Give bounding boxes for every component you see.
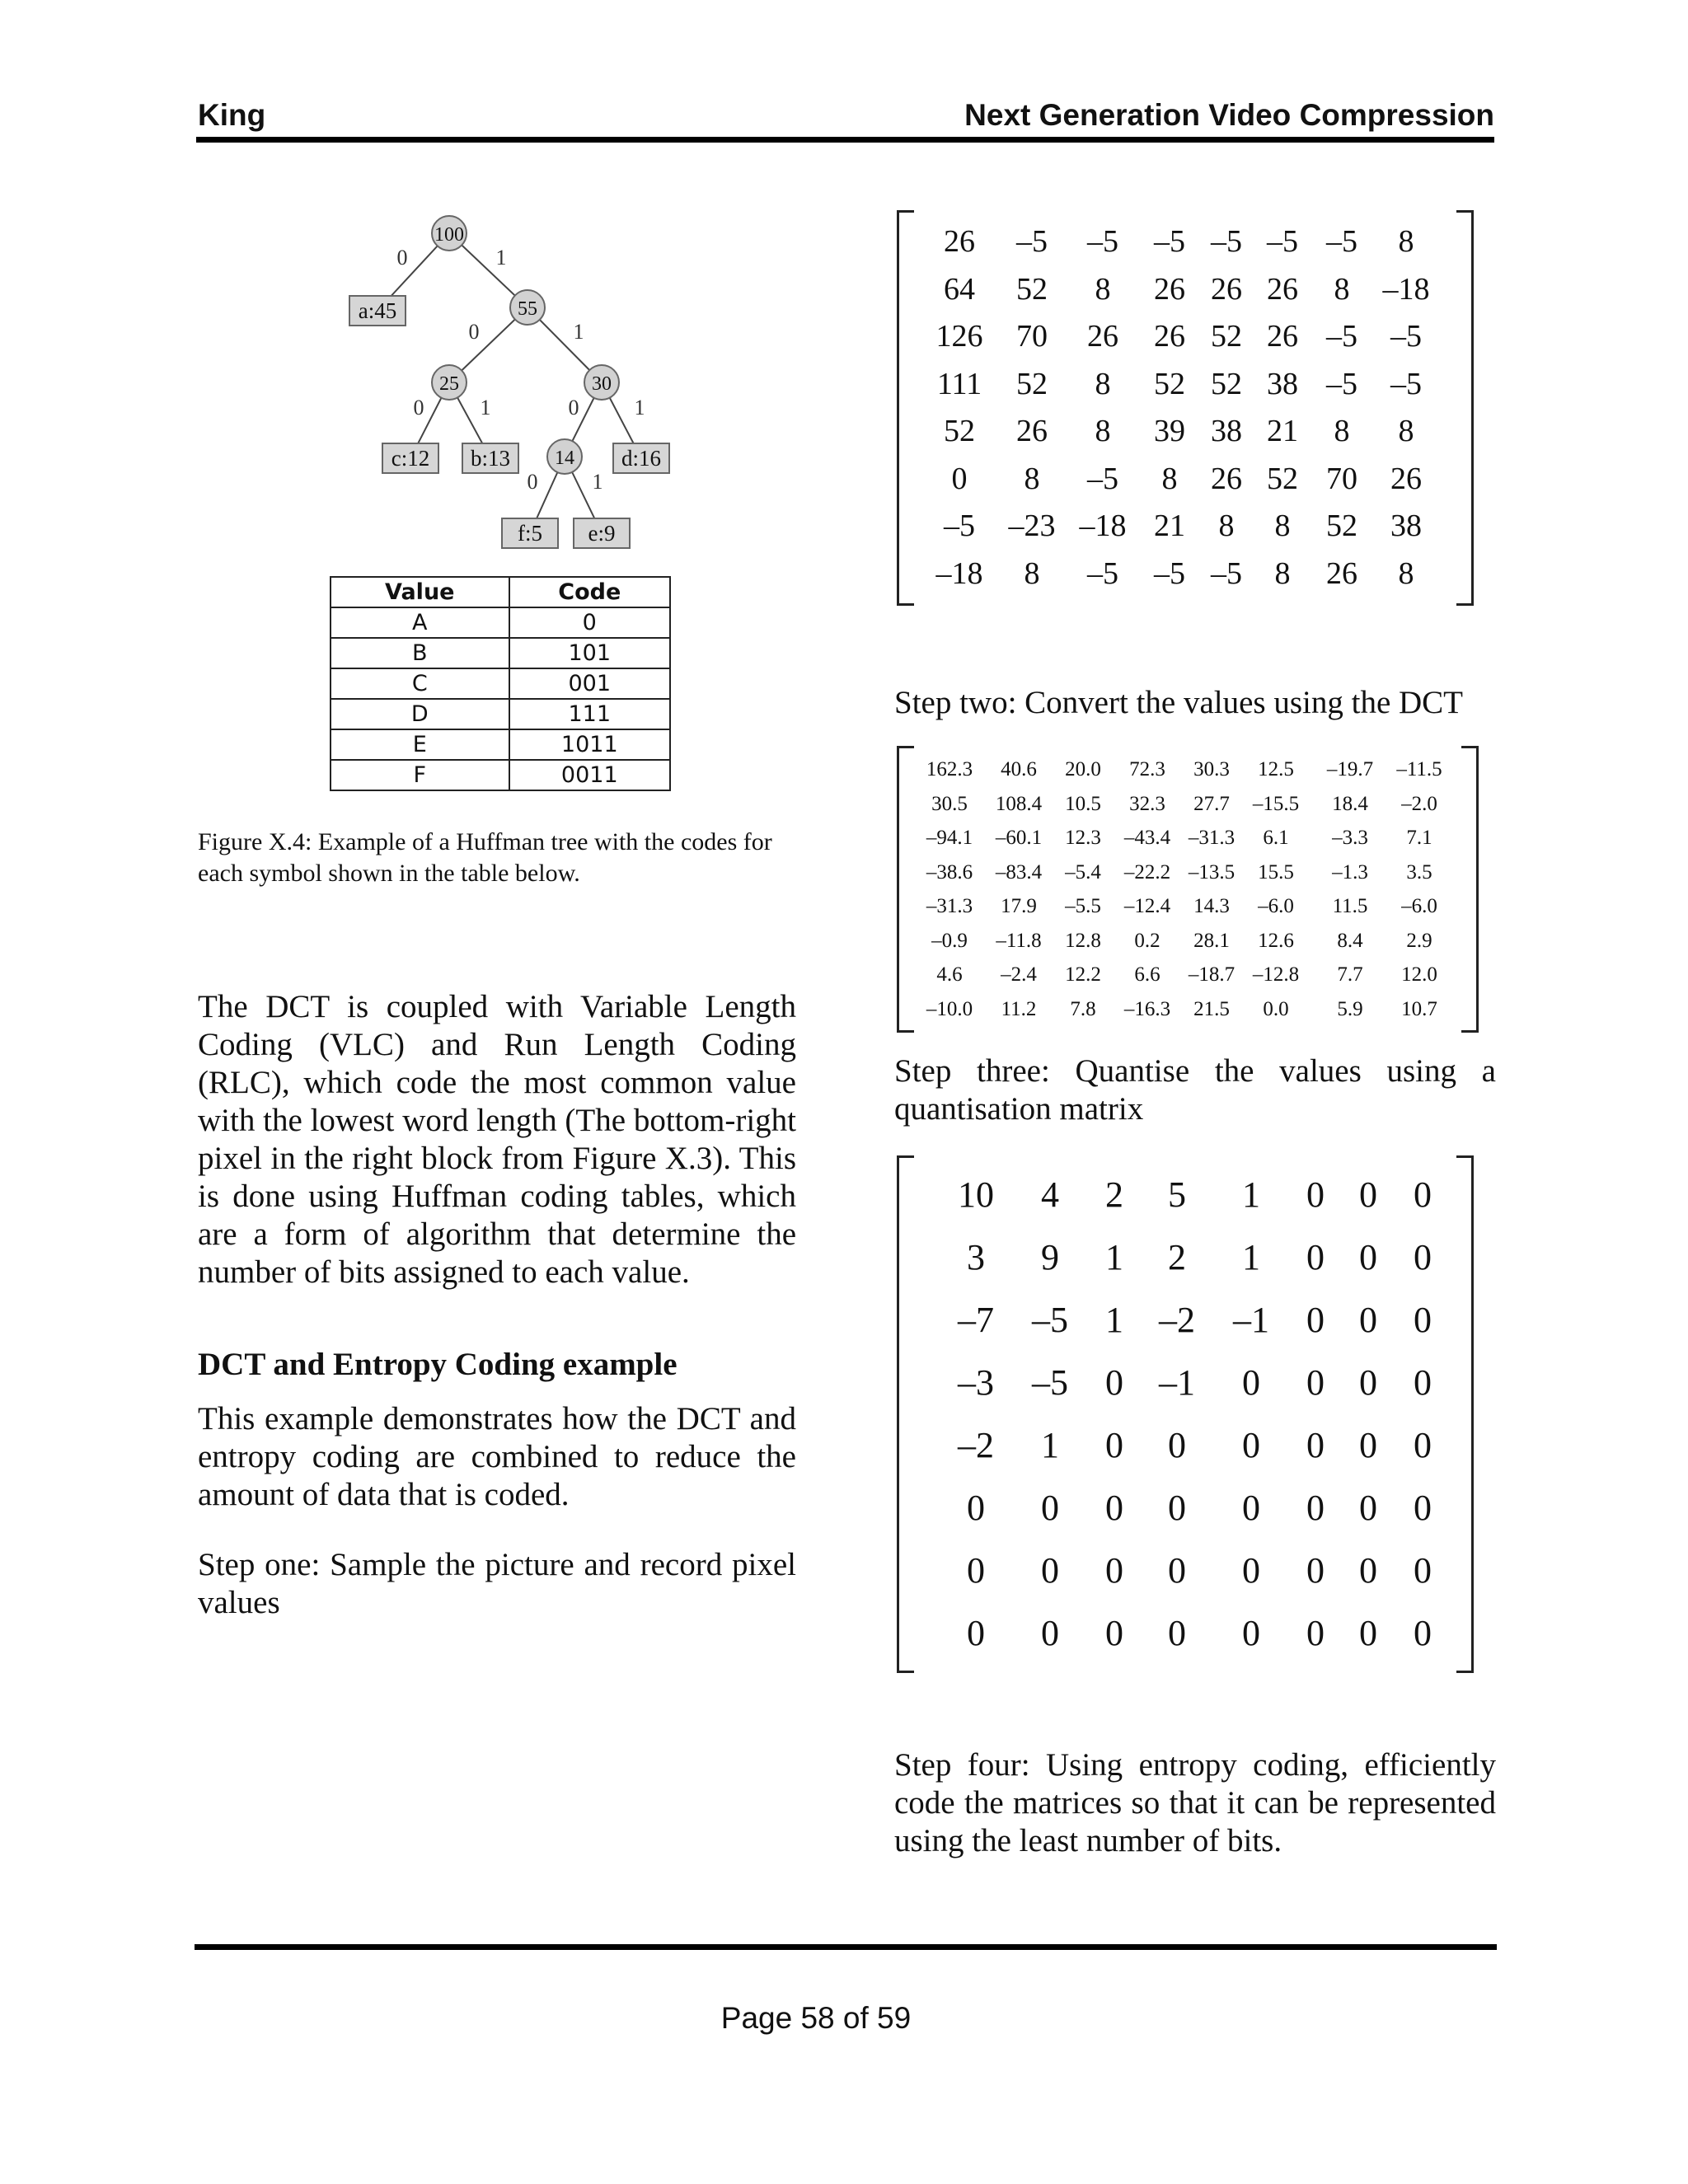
- matrix-cell: –12.8: [1252, 963, 1300, 986]
- matrix-cell: 52: [944, 414, 975, 448]
- matrix-cell: 52: [1211, 319, 1242, 354]
- matrix-cell: –2.4: [1001, 963, 1037, 986]
- step-four-text: Step four: Using entropy coding, efficiently code the matrices so that it can be represented using the least number of bits.: [894, 1747, 1496, 1858]
- svg-text:e:9: e:9: [588, 521, 616, 546]
- matrix-cell: 0: [1242, 1425, 1260, 1465]
- matrix-cell: –13.5: [1188, 860, 1236, 883]
- matrix-cell: 0: [1359, 1174, 1377, 1215]
- matrix-cell: 0: [1168, 1550, 1186, 1591]
- matrix-cell: 21: [1154, 509, 1185, 543]
- matrix-cell: 0: [1359, 1300, 1377, 1340]
- matrix-cell: 0: [1242, 1488, 1260, 1528]
- table-cell: D: [331, 699, 509, 729]
- matrix-cell: 38: [1211, 414, 1242, 448]
- matrix-cell: 0: [1105, 1550, 1123, 1591]
- matrix-cell: 0: [1359, 1425, 1377, 1465]
- matrix-cell: 0: [1041, 1550, 1059, 1591]
- matrix-cell: –5: [1326, 319, 1357, 354]
- matrix-cell: –7: [958, 1300, 994, 1340]
- matrix-cell: 0: [1168, 1425, 1186, 1465]
- table-cell: 0011: [509, 760, 670, 790]
- edge-bit-label: 0: [527, 470, 538, 494]
- matrix-cell: 8: [1398, 224, 1414, 259]
- matrix-cell: 0: [1306, 1425, 1325, 1465]
- matrix-cell: –31.3: [1188, 827, 1236, 849]
- matrix-cell: 0: [1105, 1613, 1123, 1653]
- table-cell: E: [331, 729, 509, 760]
- matrix-cell: 0: [1414, 1425, 1432, 1465]
- edge-bit-label: 1: [480, 396, 491, 419]
- matrix-cell: –5: [1267, 224, 1298, 259]
- matrix-cell: 0: [1306, 1300, 1325, 1340]
- table-row: [331, 699, 670, 729]
- huffman-tree: [330, 210, 676, 556]
- matrix-cell: 0: [1414, 1237, 1432, 1277]
- matrix-cell: –5: [1211, 555, 1242, 591]
- matrix-cell: –18.7: [1188, 963, 1236, 986]
- svg-text:14: 14: [555, 448, 574, 469]
- matrix-cell: –10.0: [926, 997, 973, 1020]
- matrix-cell: 1: [1041, 1425, 1059, 1465]
- dct-coefficients-matrix: [897, 746, 1479, 1033]
- matrix-cell: –18: [1382, 271, 1430, 307]
- vlc-paragraph: The DCT is coupled with Variable Length Coding (VLC) and Run Length Coding (RLC), which code the most common value with the lowest word length (The bottom-right pixel in the right block from Figure X.3). This is done using Huffman coding tables, which are a form of algorithm that determine the number of bits assigned to each value.: [198, 989, 796, 1290]
- matrix-cell: 38: [1267, 366, 1298, 401]
- tree-leaf: [502, 518, 558, 548]
- table-header-code: Code: [509, 577, 670, 607]
- matrix-cell: 20.0: [1065, 758, 1101, 780]
- matrix-cell: 7.8: [1070, 997, 1096, 1020]
- matrix-cell: 0: [1359, 1362, 1377, 1403]
- matrix-cell: –12.4: [1123, 895, 1171, 917]
- matrix-cell: 6.6: [1134, 963, 1160, 986]
- matrix-cell: 162.3: [926, 758, 973, 780]
- matrix-cell: –11.8: [996, 929, 1042, 952]
- matrix-cell: 8: [1398, 555, 1414, 591]
- matrix-cell: 8: [1274, 555, 1291, 591]
- matrix-cell: 21: [1267, 414, 1298, 448]
- svg-text:100: 100: [434, 224, 464, 246]
- tree-node: [584, 365, 619, 400]
- matrix-cell: 40.6: [1001, 758, 1037, 780]
- matrix-cell: 26: [1087, 319, 1118, 354]
- matrix-cell: –18: [935, 555, 983, 591]
- tree-node: [432, 365, 467, 400]
- tree-leaf: [349, 296, 406, 326]
- matrix-cell: –6.0: [1401, 895, 1437, 917]
- matrix-cell: 26: [1211, 461, 1242, 496]
- matrix-cell: 0: [1105, 1362, 1123, 1403]
- table-cell: F: [331, 760, 509, 790]
- figure-caption: Figure X.4: Example of a Huffman tree with the codes for each symbol shown in the table below.: [198, 828, 772, 887]
- example-intro-paragraph: This example demonstrates how the DCT and entropy coding are combined to reduce the amount of data that is coded.: [198, 1401, 796, 1512]
- matrix-cell: 26: [944, 224, 975, 259]
- edge-bit-label: 1: [495, 246, 507, 269]
- matrix-cell: 26: [1154, 271, 1185, 307]
- tree-node: [547, 439, 582, 474]
- edge-bit-label: 0: [468, 320, 480, 344]
- matrix-cell: –1: [1233, 1300, 1269, 1340]
- matrix-cell: 0: [1359, 1488, 1377, 1528]
- matrix-cell: 0: [1105, 1488, 1123, 1528]
- matrix-cell: 0: [1306, 1237, 1325, 1277]
- matrix-cell: 10: [958, 1174, 994, 1215]
- matrix-cell: 39: [1154, 414, 1185, 448]
- matrix-cell: 12.6: [1258, 929, 1294, 952]
- svg-text:b:13: b:13: [470, 446, 511, 471]
- matrix-cell: 72.3: [1129, 758, 1165, 780]
- matrix-cell: –5.4: [1065, 860, 1101, 883]
- pixel-values-matrix: [897, 210, 1474, 606]
- matrix-cell: 0: [967, 1550, 985, 1591]
- tree-node: [510, 290, 545, 325]
- matrix-cell: –5: [1326, 224, 1357, 259]
- matrix-cell: 0: [967, 1488, 985, 1528]
- matrix-cell: 0.0: [1263, 997, 1289, 1020]
- matrix-cell: 12.8: [1065, 929, 1101, 952]
- matrix-cell: 26: [1154, 319, 1185, 354]
- matrix-cell: –5: [1390, 366, 1422, 401]
- edge-bit-label: 0: [568, 396, 579, 419]
- matrix-cell: 0: [1414, 1300, 1432, 1340]
- table-row: [331, 668, 670, 699]
- matrix-cell: 30.5: [931, 792, 968, 815]
- matrix-cell: 0: [1041, 1613, 1059, 1653]
- matrix-cell: 108.4: [995, 792, 1043, 815]
- matrix-cell: 8: [1161, 461, 1178, 496]
- matrix-cell: 6.1: [1263, 827, 1289, 849]
- matrix-cell: 28.1: [1193, 929, 1230, 952]
- matrix-left-bracket: [897, 210, 914, 606]
- table-row: [331, 607, 670, 638]
- table-cell: 001: [509, 668, 670, 699]
- matrix-cell: –3: [958, 1362, 994, 1403]
- table-row: [331, 760, 670, 790]
- matrix-cell: 0: [1414, 1488, 1432, 1528]
- header-rule: [196, 137, 1494, 143]
- tree-leaf: [613, 443, 669, 473]
- matrix-cell: 26: [1390, 461, 1422, 496]
- matrix-cell: 18.4: [1332, 792, 1368, 815]
- matrix-cell: 8: [1274, 509, 1291, 543]
- matrix-cell: –5: [1087, 555, 1118, 591]
- matrix-cell: –11.5: [1396, 758, 1442, 780]
- svg-text:f:5: f:5: [518, 521, 542, 546]
- matrix-cell: 126: [935, 319, 983, 354]
- matrix-cell: 3: [967, 1237, 985, 1277]
- table-cell: C: [331, 668, 509, 699]
- matrix-cell: 70: [1326, 461, 1357, 496]
- matrix-cell: –5: [1211, 224, 1242, 259]
- matrix-cell: –5: [944, 509, 975, 543]
- matrix-cell: –5: [1154, 555, 1185, 591]
- edge-bit-label: 1: [634, 396, 645, 419]
- matrix-cell: 8: [1095, 366, 1111, 401]
- matrix-left-bracket: [897, 746, 914, 1033]
- matrix-cell: 11.5: [1332, 895, 1368, 917]
- matrix-cell: 32.3: [1129, 792, 1165, 815]
- matrix-cell: 2: [1105, 1174, 1123, 1215]
- matrix-cell: 8.4: [1337, 929, 1363, 952]
- tree-leaf: [462, 443, 518, 473]
- table-cell: 1011: [509, 729, 670, 760]
- matrix-right-bracket: [1461, 746, 1479, 1033]
- matrix-cell: 8: [1095, 271, 1111, 307]
- svg-text:55: 55: [518, 298, 537, 320]
- matrix-cell: 8: [1334, 414, 1350, 448]
- matrix-cell: 52: [1016, 271, 1048, 307]
- matrix-cell: 52: [1267, 461, 1298, 496]
- matrix-cell: –18: [1079, 509, 1127, 543]
- table-header-value: Value: [331, 577, 509, 607]
- matrix-cell: 1: [1105, 1300, 1123, 1340]
- step-two-text: Step two: Convert the values using the DCT: [894, 685, 1464, 720]
- footer-rule: [195, 1944, 1497, 1950]
- matrix-left-bracket: [897, 1155, 914, 1673]
- matrix-cell: 7.7: [1337, 963, 1363, 986]
- table-cell: 111: [509, 699, 670, 729]
- table-row: [331, 729, 670, 760]
- matrix-cell: 0: [1414, 1174, 1432, 1215]
- matrix-cell: 0: [1306, 1550, 1325, 1591]
- matrix-cell: 0: [1168, 1488, 1186, 1528]
- section-heading: DCT and Entropy Coding example: [198, 1347, 678, 1382]
- matrix-cell: 11.2: [1001, 997, 1037, 1020]
- table-cell: A: [331, 607, 509, 638]
- matrix-cell: 0: [1168, 1613, 1186, 1653]
- matrix-cell: –23: [1008, 509, 1056, 543]
- svg-text:30: 30: [592, 373, 612, 395]
- table-header-row: [331, 577, 670, 607]
- matrix-cell: –5: [1016, 224, 1048, 259]
- matrix-cell: 2: [1168, 1237, 1186, 1277]
- table-row: [331, 638, 670, 668]
- matrix-cell: –16.3: [1123, 997, 1171, 1020]
- matrix-cell: 0: [1414, 1550, 1432, 1591]
- matrix-cell: –2: [958, 1425, 994, 1465]
- matrix-cell: 8: [1398, 414, 1414, 448]
- table-cell: B: [331, 638, 509, 668]
- matrix-cell: –5: [1390, 319, 1422, 354]
- matrix-cell: 15.5: [1258, 860, 1294, 883]
- matrix-cell: 5.9: [1337, 997, 1363, 1020]
- matrix-cell: 12.3: [1065, 827, 1101, 849]
- matrix-cell: –5: [1087, 224, 1118, 259]
- matrix-cell: 38: [1390, 509, 1422, 543]
- matrix-right-bracket: [1456, 210, 1474, 606]
- matrix-cell: 0: [1041, 1488, 1059, 1528]
- matrix-cell: –0.9: [931, 929, 968, 952]
- table-cell: 0: [509, 607, 670, 638]
- matrix-cell: 0: [1306, 1362, 1325, 1403]
- matrix-cell: 7.1: [1406, 827, 1432, 849]
- matrix-cell: 8: [1024, 461, 1040, 496]
- svg-text:25: 25: [439, 373, 459, 395]
- matrix-cell: 52: [1326, 509, 1357, 543]
- matrix-cell: 10.7: [1401, 997, 1437, 1020]
- tree-node: [432, 216, 467, 251]
- matrix-cell: 12.2: [1065, 963, 1101, 986]
- matrix-cell: 21.5: [1193, 997, 1230, 1020]
- matrix-cell: 0: [1306, 1488, 1325, 1528]
- running-header-author: King: [198, 98, 266, 132]
- matrix-cell: –1: [1159, 1362, 1195, 1403]
- matrix-cell: 26: [1016, 414, 1048, 448]
- huffman-code-table: [330, 576, 671, 791]
- matrix-cell: 4: [1041, 1174, 1059, 1215]
- matrix-cell: –19.7: [1326, 758, 1374, 780]
- matrix-cell: 27.7: [1193, 792, 1230, 815]
- matrix-cell: –5.5: [1065, 895, 1101, 917]
- matrix-cell: 70: [1016, 319, 1048, 354]
- matrix-cell: 64: [944, 271, 975, 307]
- svg-text:d:16: d:16: [621, 446, 662, 471]
- edge-bit-label: 0: [413, 396, 424, 419]
- matrix-cell: –94.1: [926, 827, 973, 849]
- matrix-cell: 0: [1359, 1613, 1377, 1653]
- matrix-cell: –3.3: [1332, 827, 1368, 849]
- matrix-cell: 111: [936, 366, 982, 401]
- edge-bit-label: 0: [396, 246, 408, 269]
- matrix-cell: 3.5: [1406, 860, 1432, 883]
- matrix-cell: 0: [1359, 1237, 1377, 1277]
- matrix-cell: –2.0: [1401, 792, 1437, 815]
- svg-text:c:12: c:12: [391, 446, 430, 471]
- matrix-cell: –31.3: [926, 895, 973, 917]
- matrix-cell: 0: [1359, 1550, 1377, 1591]
- matrix-cell: –5: [1326, 366, 1357, 401]
- matrix-cell: 8: [1334, 271, 1350, 307]
- matrix-cell: 26: [1267, 319, 1298, 354]
- matrix-cell: 26: [1267, 271, 1298, 307]
- step-one-paragraph: Step one: Sample the picture and record pixel values: [198, 1547, 796, 1620]
- matrix-cell: 12.5: [1258, 758, 1294, 780]
- quantised-matrix: [897, 1155, 1474, 1673]
- matrix-cell: 0: [1105, 1425, 1123, 1465]
- matrix-cell: 52: [1154, 366, 1185, 401]
- matrix-cell: –5: [1032, 1300, 1068, 1340]
- matrix-cell: –22.2: [1123, 860, 1171, 883]
- matrix-cell: 0: [1414, 1362, 1432, 1403]
- matrix-cell: 0: [1242, 1550, 1260, 1591]
- table-cell: 101: [509, 638, 670, 668]
- matrix-cell: 10.5: [1065, 792, 1101, 815]
- matrix-cell: 0.2: [1134, 929, 1160, 952]
- matrix-cell: 1: [1242, 1174, 1260, 1215]
- matrix-cell: –83.4: [995, 860, 1043, 883]
- page-number: Page 58 of 59: [720, 2001, 912, 2035]
- matrix-cell: 26: [1326, 555, 1357, 591]
- edge-bit-label: 1: [573, 320, 584, 344]
- matrix-cell: 4.6: [936, 963, 963, 986]
- matrix-cell: 30.3: [1193, 758, 1230, 780]
- matrix-cell: 12.0: [1401, 963, 1437, 986]
- matrix-cell: –5: [1032, 1362, 1068, 1403]
- step-three-text: Step three: Quantise the values using a quantisation matrix: [894, 1053, 1496, 1127]
- matrix-cell: 52: [1211, 366, 1242, 401]
- matrix-cell: –38.6: [926, 860, 973, 883]
- matrix-cell: 0: [1414, 1613, 1432, 1653]
- matrix-cell: 17.9: [1001, 895, 1037, 917]
- svg-text:a:45: a:45: [358, 298, 397, 323]
- matrix-cell: –60.1: [995, 827, 1043, 849]
- matrix-cell: 0: [1242, 1613, 1260, 1653]
- tree-leaf: [574, 518, 630, 548]
- matrix-cell: 8: [1095, 414, 1111, 448]
- matrix-cell: 0: [1306, 1613, 1325, 1653]
- matrix-cell: 0: [951, 461, 968, 496]
- running-header-title: Next Generation Video Compression: [964, 98, 1494, 132]
- matrix-cell: 0: [967, 1613, 985, 1653]
- matrix-cell: 8: [1218, 509, 1235, 543]
- matrix-cell: 9: [1041, 1237, 1059, 1277]
- matrix-cell: 2.9: [1406, 929, 1432, 952]
- matrix-cell: –43.4: [1123, 827, 1171, 849]
- edge-bit-label: 1: [592, 470, 603, 494]
- matrix-cell: 26: [1211, 271, 1242, 307]
- matrix-cell: –1.3: [1332, 860, 1368, 883]
- matrix-cell: 0: [1242, 1362, 1260, 1403]
- matrix-cell: –6.0: [1258, 895, 1294, 917]
- matrix-cell: 1: [1242, 1237, 1260, 1277]
- matrix-cell: –2: [1159, 1300, 1195, 1340]
- tree-leaf: [382, 443, 438, 473]
- matrix-cell: 0: [1306, 1174, 1325, 1215]
- matrix-cell: –5: [1087, 461, 1118, 496]
- matrix-cell: –15.5: [1252, 792, 1300, 815]
- matrix-cell: 8: [1024, 555, 1040, 591]
- matrix-right-bracket: [1456, 1155, 1474, 1673]
- matrix-cell: 1: [1105, 1237, 1123, 1277]
- matrix-cell: 5: [1168, 1174, 1186, 1215]
- matrix-cell: –5: [1154, 224, 1185, 259]
- matrix-cell: 52: [1016, 366, 1048, 401]
- matrix-cell: 14.3: [1193, 895, 1230, 917]
